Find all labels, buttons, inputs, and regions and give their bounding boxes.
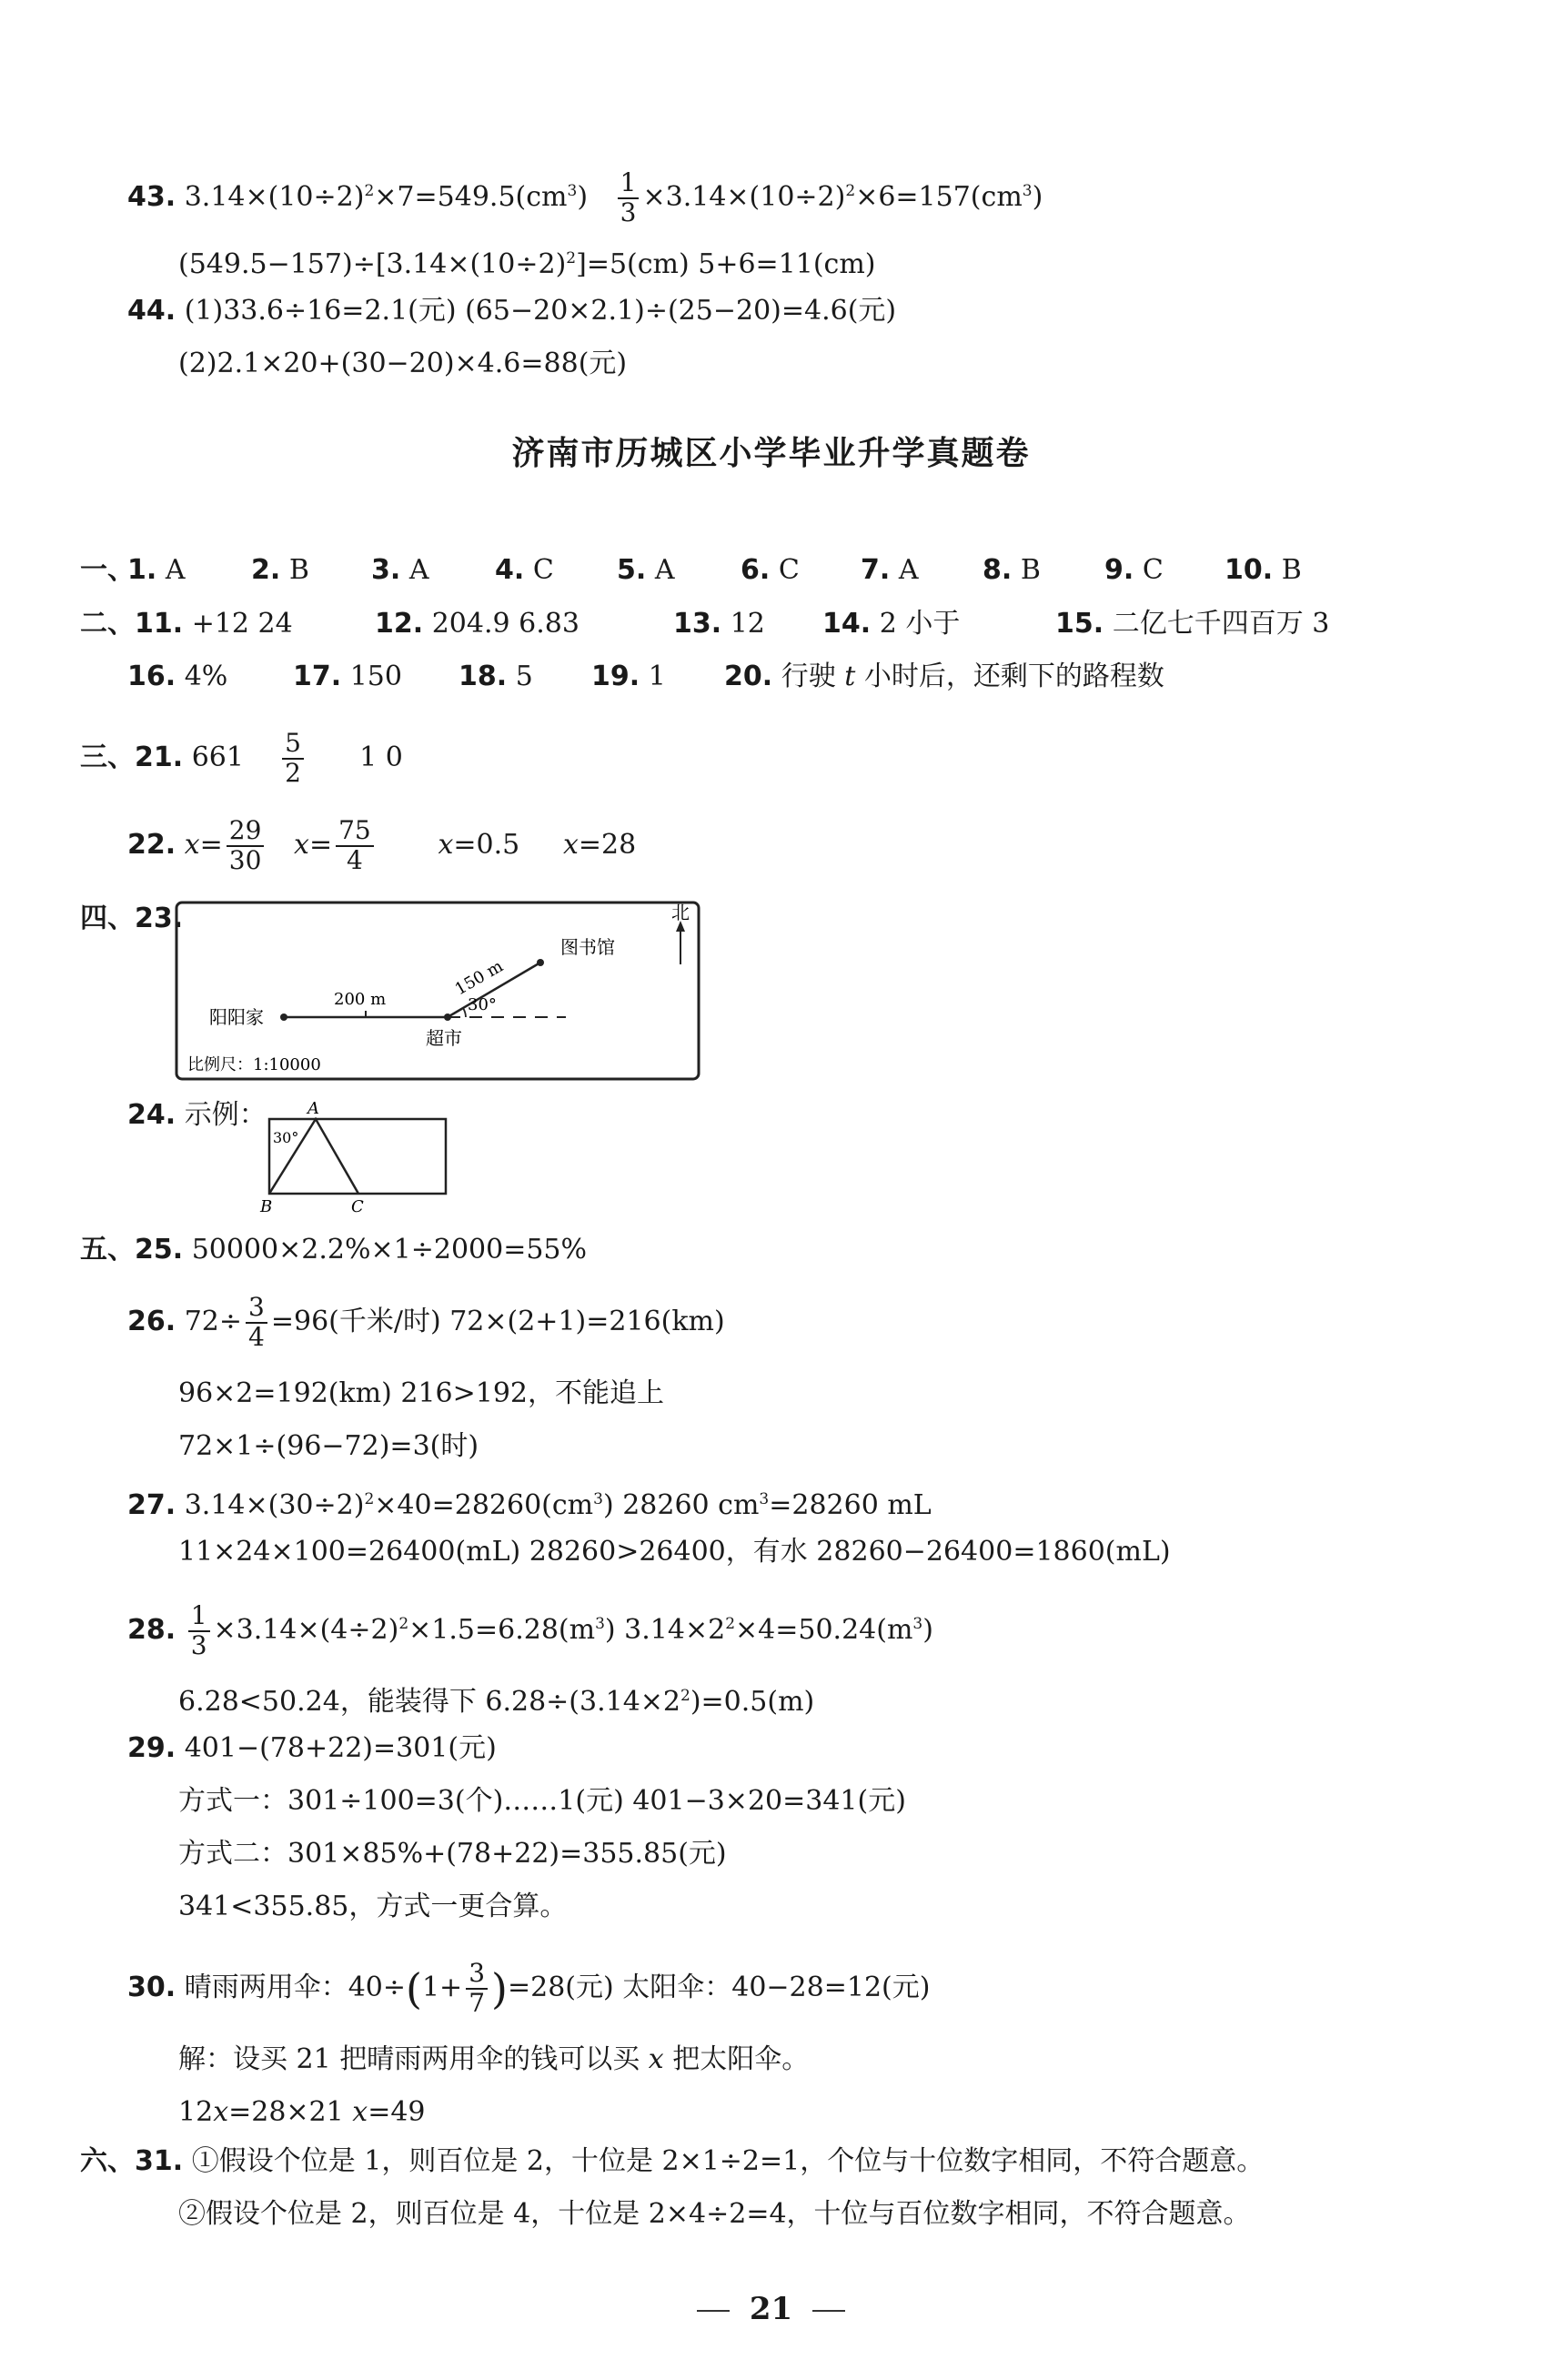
- scale-label: 比例尺：1:10000: [187, 1055, 321, 1074]
- vertex-c: C: [351, 1197, 364, 1216]
- q31-line1: 六、31. ①假设个位是 1，则百位是 2，十位是 2×1÷2=1，个位与十位数字相同，不符合题意。: [80, 2145, 1265, 2177]
- section3-line1: 三、21. 661 $\frac{5}{2}$ 1 0: [80, 728, 403, 788]
- q27-line2: 11×24×100=26400(mL) 28260>26400，有水 28260−26400=1860(mL): [178, 1536, 1171, 1568]
- q43-line1: 43. $3.14\times(10\div 2)^2\times 7=549.5(cm^3)$ $\frac{1}{3}$ $\times 3.14\times(10\div 2)^2\times 6=157(cm^3)$: [127, 167, 1043, 227]
- q29-line3: 方式二：301×85%+(78+22)=355.85(元): [178, 1838, 727, 1870]
- q22: 22. x= $\frac{29}{30}$ x= $\frac{75}{4}$ x=0.5 x=28: [127, 815, 637, 875]
- q29-line2: 方式一：301÷100=3(个)……1(元) 401−3×20=341(元): [178, 1785, 906, 1817]
- q28-line1: 28. $\frac{1}{3}$ $\times 3.14\times(4\div 2)^2\times 1.5=6.28(m^3)$ $3.14\times 2^2\times 4=50.24(m^3)$: [127, 1600, 933, 1660]
- exam-title: 济南市历城区小学毕业升学真题卷: [511, 435, 1031, 472]
- q18: 18. 5: [459, 661, 533, 692]
- section2-line1: 二、11. +12 24: [80, 608, 293, 640]
- q26-line2: 96×2=192(km) 216>192，不能追上: [178, 1377, 665, 1409]
- q23-label: 四、23.: [80, 903, 184, 934]
- mc-item: 7. A: [861, 554, 919, 586]
- north-label: 北: [671, 902, 690, 923]
- q44-line1: 44. (1)33.6÷16=2.1(元) (65−20×2.1)÷(25−20)=4.6(元): [127, 295, 897, 327]
- q19: 19. 1: [591, 661, 666, 692]
- home-label: 阳阳家: [209, 1006, 264, 1028]
- vertex-b: B: [260, 1197, 273, 1216]
- library-label: 图书馆: [560, 936, 615, 958]
- q27-line1: 27. $3.14\times(30\div 2)^2\times 40=28260(cm^3)$ 28260 $cm^3=28260$ mL: [127, 1489, 932, 1521]
- map-diagram: [175, 901, 702, 1083]
- q44-line2: (2)2.1×20+(30−20)×4.6=88(元): [178, 348, 628, 379]
- mc-item: 9. C: [1104, 554, 1164, 586]
- mc-item: 3. A: [371, 554, 429, 586]
- q29-line1: 29. 401−(78+22)=301(元): [127, 1732, 497, 1764]
- q44-number: 44.: [127, 295, 176, 327]
- q30-line3: 12x=28×21 x=49: [178, 2096, 426, 2128]
- q26-line3: 72×1÷(96−72)=3(时): [178, 1430, 479, 1462]
- home-point: [280, 1014, 287, 1021]
- q24: 24. 示例：: [127, 1099, 267, 1131]
- library-point: [537, 959, 544, 966]
- distance-150: 150 m: [451, 956, 507, 1000]
- mc-item: 8. B: [983, 554, 1041, 586]
- angle-30: 30°: [273, 1129, 299, 1146]
- q15: 15. 二亿七千四百万 3: [1055, 608, 1330, 640]
- q16: 16. 4%: [127, 661, 228, 692]
- q31-line2: ②假设个位是 2，则百位是 4，十位是 2×4÷2=4，十位与百位数字相同，不符合题意。: [178, 2198, 1251, 2230]
- q26-line1: 26. 72÷ $\frac{3}{4}$ =96(千米/时) 72×(2+1)=216(km): [127, 1292, 725, 1352]
- page-number: 21: [0, 2291, 1542, 2327]
- mc-item: 2. B: [251, 554, 309, 586]
- map-frame: [176, 903, 699, 1079]
- mc-item: 1. A: [127, 554, 186, 586]
- q14: 14. 2 小于: [822, 608, 961, 640]
- market-label: 超市: [426, 1027, 462, 1049]
- vertex-a: A: [307, 1099, 319, 1118]
- distance-200: 200 m: [334, 990, 387, 1009]
- q43-number: 43.: [127, 180, 176, 213]
- q25: 五、25. 50000×2.2%×1÷2000=55%: [80, 1234, 588, 1266]
- market-point: [444, 1014, 451, 1021]
- q28-line2: 6.28<50.24，能装得下 $6.28\div(3.14\times 2^2)=0.5(m)$: [178, 1686, 815, 1718]
- angle-label: 30°: [468, 995, 497, 1014]
- mc-item: 6. C: [741, 554, 800, 586]
- q29-line4: 341<355.85，方式一更合算。: [178, 1891, 568, 1922]
- q17: 17. 150: [293, 661, 402, 692]
- q43-fraction: $\frac{1}{3}$: [618, 169, 640, 227]
- q12: 12. 204.9 6.83: [375, 608, 580, 640]
- mc-item: 10. B: [1225, 554, 1302, 586]
- q30-line1: 30. 晴雨两用伞：40÷(1+ $\frac{3}{7}$ )=28(元) 太阳伞：40−28=12(元): [127, 1958, 931, 2018]
- mc-item: 4. C: [495, 554, 554, 586]
- triangle-example: [257, 1099, 457, 1219]
- mc-item: 5. A: [617, 554, 675, 586]
- q20: 20. 行驶 t 小时后，还剩下的路程数: [724, 661, 1164, 692]
- section1-label: 一、: [80, 554, 135, 586]
- q13: 13. 12: [673, 608, 765, 640]
- q30-line2: 解：设买 21 把晴雨两用伞的钱可以买 x 把太阳伞。: [178, 2043, 810, 2075]
- q43-line2: $(549.5-157)\div[3.14\times(10\div 2)^2]=5(cm)$ 5+6=11(cm): [178, 248, 876, 280]
